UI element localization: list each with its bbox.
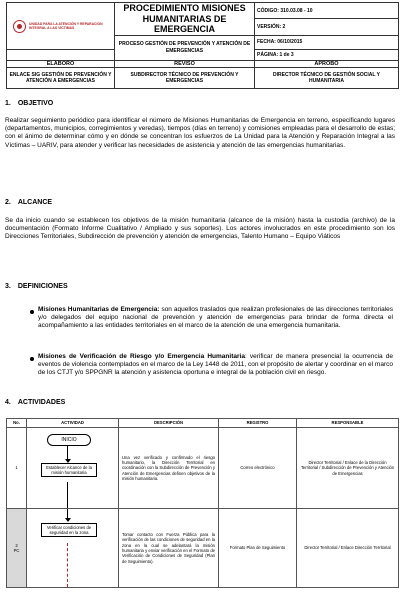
document-code: CÓDIGO: 310.03.08 - 10	[255, 3, 399, 19]
document-version: VERSIÓN: 2	[255, 19, 399, 35]
logo-cell-bottom	[7, 50, 115, 61]
activity-description: Tomar contacto con Fuerza Pública para la verificación de las condiciones de seguridad en la zona en la cual se adelantará la misión humanitaria y enviar verificación en el Formato de Verificación de Condiciones de Seguridad (Plan de Seguimiento).	[119, 509, 219, 588]
alcance-heading: 2. ALCANCE	[5, 199, 53, 206]
activities-table	[6, 418, 399, 588]
activity-registro: Formato Plan de Seguimiento	[219, 509, 297, 588]
aprobo-value: DIRECTOR TÉCNICO DE GESTIÓN SOCIAL Y HUMANITARIA	[255, 68, 399, 89]
logo-text: UNIDAD PARA LA ATENCIÓN Y REPARACIÓN INTEGRAL A LAS VÍCTIMAS	[29, 22, 103, 30]
activity-responsable: Director Territorial / Enlace Dirección Territorial	[297, 509, 399, 588]
column-header: RESPONSABLE	[297, 419, 399, 428]
activity-number: 1	[7, 428, 27, 509]
activity-flow-cell	[27, 428, 119, 509]
definition-item	[38, 353, 393, 378]
document-title: PROCEDIMIENTO MISIONES HUMANITARIAS DE EMERGENCIA	[115, 3, 255, 36]
bullet-icon	[30, 357, 34, 361]
flow-connector	[67, 446, 68, 460]
definition-term: Misiones Humanitarias de Emergencia:	[38, 306, 160, 313]
flowchart	[27, 428, 118, 508]
definition-term: Misiones de Verificación de Riesgo y/o Emergencia Humanitaria	[38, 353, 245, 360]
document-header	[6, 2, 399, 89]
column-header: DESCRIPCIÓN	[119, 419, 219, 428]
document-date: FECHA: 06/10/2015	[255, 35, 399, 50]
column-header: REGISTRO	[219, 419, 297, 428]
process-name: PROCESO GESTIÓN DE PREVENCIÓN Y ATENCIÓN DE EMERGENCIAS	[115, 35, 255, 61]
flowchart	[27, 509, 118, 587]
table-row	[7, 509, 399, 588]
activity-box: Establecer Alcance de la misión humanitaria	[41, 463, 97, 477]
start-terminator: INICIO	[47, 434, 91, 446]
objetivo-text: Realizar seguimiento periódico para identificar el número de Misiones Humanitarias de Emergencia en terreno, especificando lugares (departamentos, municipios, corregimientos y veredas), tiempos (días en terreno) y comisiones empleadas para el desarrollo de estas; con el ánimo de determinar cómo y en dónde se concentran los esfuerzos de La Unidad para la Atención y Reparación Integral a las Víctimas – UARIV, para atender y verificar las necesidades de asistencia y atención de las emergencias humanitarias.	[5, 117, 395, 149]
definition-item	[38, 306, 393, 331]
reviso-value: SUBDIRECTOR TÉCNICO DE PREVENCIÓN Y EMERGENCIAS	[115, 68, 255, 89]
activity-description: Una vez verificado y confirmado el riesgo humanitario, la Dirección Territorial en coordinación con la Subdirección de Prevención y Atención de Emergencias definen objetivos de la misión humanitaria.	[119, 428, 219, 509]
column-header: ACTIVIDAD	[27, 419, 119, 428]
objetivo-heading: 1. OBJETIVO	[5, 100, 54, 107]
actividades-heading: 4. ACTIVIDADES	[5, 399, 66, 406]
arrow-down-icon	[65, 518, 71, 522]
flow-connector	[67, 482, 68, 508]
logo-cell	[7, 3, 115, 50]
definition-text: : verificar de manera presencial la ocurrencia de eventos de violencia contemplados en el marco de la Ley 1448 de 2011, con el propósito de alertar y coordinar en el marco de los CTJT y/o SPPGNR la atención y asistencia oportuna e integral de la población civil en riesgo.	[38, 353, 394, 377]
activity-responsable: Director Territorial / Enlace de la Dirección Territorial / Subdirección de Prevención y Atención de Emergencias	[297, 428, 399, 509]
aprobo-label: APROBÓ	[255, 61, 399, 68]
activity-box: Verificar condiciones de seguridad en la zona	[41, 523, 97, 537]
activity-flow-cell	[27, 509, 119, 588]
activity-registro: Correo electrónico	[219, 428, 297, 509]
elaboro-value: ENLACE SIG GESTIÓN DE PREVENCIÓN Y ATENCIÓN A EMERGENCIAS	[7, 68, 115, 89]
definiciones-heading: 3. DEFINICIONES	[5, 283, 68, 290]
document-page-number: PÁGINA: 1 de 3	[255, 50, 399, 61]
elaboro-label: ELABORÓ	[7, 61, 115, 68]
definition-text: son aquellos traslados que realizan profesionales de las direcciones territoriales y/o delegados del equipo nacional de prevención y atención de emergencias para brindar de forma directa el acompañamiento a las entidades territoriales en el marco de la atención de una emergencia humanitaria.	[38, 306, 393, 330]
flow-connector	[67, 543, 68, 587]
seal-icon	[13, 20, 26, 33]
bullet-icon	[30, 310, 34, 314]
table-row	[7, 428, 399, 509]
column-header: No.	[7, 419, 27, 428]
activity-number: 2 PC	[7, 509, 27, 588]
unidad-victimas-logo	[9, 20, 112, 33]
reviso-label: REVISÓ	[115, 61, 255, 68]
alcance-text: Se da inicio cuando se establecen los objetivos de la misión humanitaria (alcance de la misión) hasta la custodia (archivo) de la documentación (Formato Informe Cualitativo / Ampliado y sus soportes). Los actores involucrados en este procedimiento son los Direcciones Territoriales, Subdirección de prevención y atención de emergencias, Talento Humano – Equipo Viáticos	[5, 217, 395, 241]
table-header-row	[7, 419, 399, 428]
